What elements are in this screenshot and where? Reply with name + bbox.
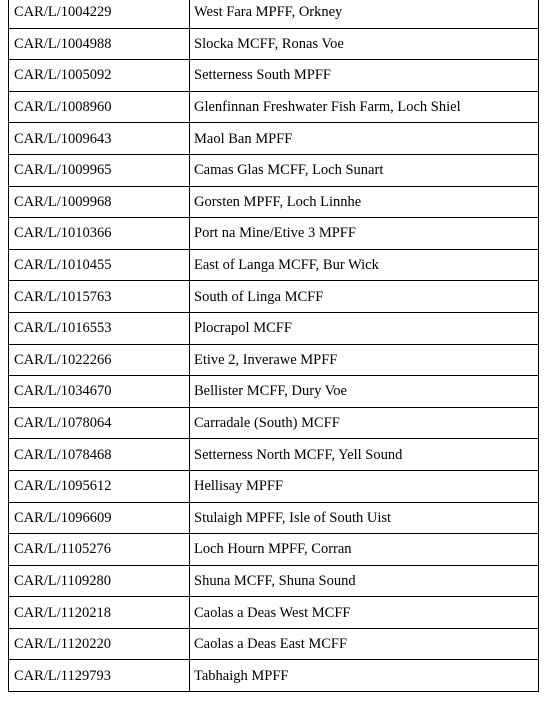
site-name-cell: Camas Glas MCFF, Loch Sunart [190,154,539,186]
licence-reference-cell: CAR/L/1096609 [9,502,190,534]
table-row [9,502,539,534]
site-name-cell: Setterness South MPFF [190,60,539,92]
table-row [9,249,539,281]
site-name-cell: Loch Hourn MPFF, Corran [190,534,539,566]
site-name-cell: West Fara MPFF, Orkney [190,0,539,28]
site-name-cell: Port na Mine/Etive 3 MPFF [190,218,539,250]
licence-reference-cell: CAR/L/1078064 [9,407,190,439]
licence-reference-cell: CAR/L/1129793 [9,660,190,692]
licence-reference-cell: CAR/L/1009965 [9,154,190,186]
table-row [9,218,539,250]
table-row [9,597,539,629]
table-row [9,660,539,692]
table-row [9,534,539,566]
licence-reference-cell: CAR/L/1010455 [9,249,190,281]
site-name-cell: Caolas a Deas West MCFF [190,597,539,629]
site-name-cell: Carradale (South) MCFF [190,407,539,439]
site-name-cell: South of Linga MCFF [190,281,539,313]
site-name-cell: Stulaigh MPFF, Isle of South Uist [190,502,539,534]
table-row [9,407,539,439]
site-name-cell: Hellisay MPFF [190,470,539,502]
site-name-cell: Shuna MCFF, Shuna Sound [190,565,539,597]
table-row [9,470,539,502]
licence-reference-cell: CAR/L/1004988 [9,28,190,60]
licence-reference-cell: CAR/L/1005092 [9,60,190,92]
licence-table [8,0,539,692]
licence-reference-cell: CAR/L/1078468 [9,439,190,471]
licence-reference-cell: CAR/L/1009643 [9,123,190,155]
licence-reference-cell: CAR/L/1105276 [9,534,190,566]
site-name-cell: Slocka MCFF, Ronas Voe [190,28,539,60]
table-row [9,376,539,408]
site-name-cell: East of Langa MCFF, Bur Wick [190,249,539,281]
table-row [9,312,539,344]
site-name-cell: Gorsten MPFF, Loch Linnhe [190,186,539,218]
licence-reference-cell: CAR/L/1009968 [9,186,190,218]
licence-reference-cell: CAR/L/1120220 [9,628,190,660]
site-name-cell: Setterness North MCFF, Yell Sound [190,439,539,471]
licence-reference-cell: CAR/L/1022266 [9,344,190,376]
site-name-cell: Caolas a Deas East MCFF [190,628,539,660]
table-row [9,186,539,218]
table-row [9,28,539,60]
document-page [8,0,538,692]
licence-reference-cell: CAR/L/1008960 [9,91,190,123]
licence-reference-cell: CAR/L/1095612 [9,470,190,502]
table-row [9,628,539,660]
table-row [9,565,539,597]
site-name-cell: Tabhaigh MPFF [190,660,539,692]
table-row [9,154,539,186]
table-row [9,281,539,313]
table-row [9,344,539,376]
licence-reference-cell: CAR/L/1034670 [9,376,190,408]
licence-reference-cell: CAR/L/1004229 [9,0,190,28]
licence-reference-cell: CAR/L/1016553 [9,312,190,344]
table-row [9,439,539,471]
site-name-cell: Etive 2, Inverawe MPFF [190,344,539,376]
table-row [9,123,539,155]
licence-reference-cell: CAR/L/1120218 [9,597,190,629]
site-name-cell: Bellister MCFF, Dury Voe [190,376,539,408]
licence-reference-cell: CAR/L/1010366 [9,218,190,250]
licence-reference-cell: CAR/L/1109280 [9,565,190,597]
licence-reference-cell: CAR/L/1015763 [9,281,190,313]
table-row [9,91,539,123]
licence-table-body [9,0,539,692]
site-name-cell: Glenfinnan Freshwater Fish Farm, Loch Shiel [190,91,539,123]
table-row [9,0,539,28]
site-name-cell: Maol Ban MPFF [190,123,539,155]
table-row [9,60,539,92]
site-name-cell: Plocrapol MCFF [190,312,539,344]
